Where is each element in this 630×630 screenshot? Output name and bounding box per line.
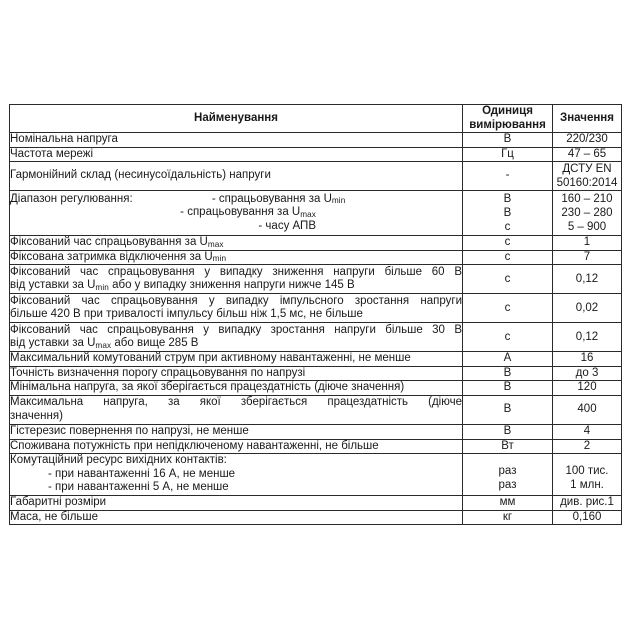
table-row xyxy=(10,510,622,525)
row-unit-max-switching-current: А xyxy=(463,352,553,367)
unit-line-3: с xyxy=(504,221,511,234)
table-row xyxy=(10,265,622,294)
value-line-2: 1 млн. xyxy=(570,479,604,492)
table-row xyxy=(10,236,622,251)
row-name-threshold-accuracy: Точність визначення порогу спрацьовування по напрузі xyxy=(10,366,463,381)
row-name-adjustment-range xyxy=(10,191,463,236)
row-name-overall-dimensions: Габаритні розміри xyxy=(10,496,463,511)
row-unit-contact-switching-resource xyxy=(463,454,553,496)
row-unit-max-operating-voltage: В xyxy=(463,395,553,424)
specification-table-container xyxy=(9,104,621,525)
row-unit-fixed-trip-time-impulse-420v: с xyxy=(463,294,553,323)
row-name-harmonic-content: Гармонійний склад (несинусоїдальність) напруги xyxy=(10,162,463,191)
row-value-min-operating-voltage: 120 xyxy=(553,381,622,396)
row-unit-threshold-accuracy: В xyxy=(463,366,553,381)
table-row xyxy=(10,454,622,496)
row-unit-power-consumption: Вт xyxy=(463,439,553,454)
row-value-overall-dimensions: див. рис.1 xyxy=(553,496,622,511)
subscript-min: min xyxy=(212,254,227,264)
row-value-return-hysteresis: 4 xyxy=(553,424,622,439)
row-value-harmonic-content xyxy=(553,162,622,191)
subscript-min: min xyxy=(331,196,346,206)
table-row xyxy=(10,352,622,367)
row-value-mains-frequency: 47 – 65 xyxy=(553,147,622,162)
row-unit-overall-dimensions: мм xyxy=(463,496,553,511)
row-unit-fixed-trip-time-umax: с xyxy=(463,236,553,251)
contact-resource-sub-item-2: - при навантаженні 5 А, не менше xyxy=(48,481,229,494)
row-value-fixed-trip-time-umax: 1 xyxy=(553,236,622,251)
specification-table xyxy=(9,104,622,525)
row-value-nominal-voltage: 220/230 xyxy=(553,133,622,148)
value-line-1: 160 – 210 xyxy=(561,193,613,206)
value-line-1: 100 тис. xyxy=(565,465,609,478)
table-row xyxy=(10,162,622,191)
contact-resource-label: Комутаційний ресурс вихідних контактів: xyxy=(10,454,227,467)
row-name-max-switching-current: Максимальний комутований струм при активному навантаженні, не менше xyxy=(10,352,463,367)
row-value-max-operating-voltage: 400 xyxy=(553,395,622,424)
table-row xyxy=(10,395,622,424)
name-line-1: Фіксований час спрацьовування у випадку зниження напруги більше 60 В xyxy=(10,265,462,278)
table-row xyxy=(10,323,622,352)
name-line-2: значення) xyxy=(10,409,63,422)
name-line-2: більше 420 В при тривалості імпульсу більш ніж 1,5 мс, не більше xyxy=(10,308,363,321)
row-name-fixed-trip-time-drop-60v xyxy=(10,265,463,294)
row-name-mass: Маса, не більше xyxy=(10,510,463,525)
adjustment-range-label: Діапазон регулювання: xyxy=(10,192,133,205)
row-unit-harmonic-content: - xyxy=(463,162,553,191)
row-name-min-operating-voltage: Мінімальна напруга, за якої зберігається працездатність (діюче значення) xyxy=(10,381,463,396)
table-row xyxy=(10,294,622,323)
table-row xyxy=(10,496,622,511)
header-cell-name: Найменування xyxy=(10,105,463,133)
table-body xyxy=(10,133,622,525)
row-value-contact-switching-resource xyxy=(553,454,622,496)
row-value-fixed-trip-time-impulse-420v: 0,02 xyxy=(553,294,622,323)
row-unit-fixed-trip-time-drop-60v: с xyxy=(463,265,553,294)
row-value-adjustment-range xyxy=(553,191,622,236)
row-name-nominal-voltage: Номінальна напруга xyxy=(10,133,463,148)
row-name-contact-switching-resource xyxy=(10,454,463,496)
row-name-fixed-trip-time-impulse-420v xyxy=(10,294,463,323)
adjustment-sub-item-3-line: - часу АПВ xyxy=(258,219,316,232)
table-row xyxy=(10,250,622,265)
header-unit-line2: вимірювання xyxy=(469,118,546,131)
row-unit-fixed-off-delay-umin: с xyxy=(463,250,553,265)
value-line-1: ДСТУ EN xyxy=(562,163,612,176)
table-row xyxy=(10,366,622,381)
row-unit-min-operating-voltage: В xyxy=(463,381,553,396)
row-unit-nominal-voltage: В xyxy=(463,133,553,148)
row-name-fixed-trip-time-rise-30v xyxy=(10,323,463,352)
table-row xyxy=(10,147,622,162)
row-name-fixed-trip-time-umax: Фіксований час спрацьовування за Umax xyxy=(10,236,463,251)
row-value-fixed-trip-time-drop-60v: 0,12 xyxy=(553,265,622,294)
header-unit-line1: Одиниця xyxy=(482,105,533,118)
row-unit-mains-frequency: Гц xyxy=(463,147,553,162)
row-name-mains-frequency: Частота мережі xyxy=(10,147,463,162)
table-row xyxy=(10,424,622,439)
row-value-fixed-off-delay-umin: 7 xyxy=(553,250,622,265)
subscript-max: max xyxy=(207,239,224,249)
name-line-1: Максимальна напруга, за якої зберігається працездатність (діюче xyxy=(10,396,462,409)
row-unit-return-hysteresis: В xyxy=(463,424,553,439)
name-line-1: Фіксований час спрацьовування у випадку зростання напруги більше 30 В xyxy=(10,323,462,336)
name-line-2: від уставки за Umax або вище 285 В xyxy=(10,337,199,350)
header-row xyxy=(10,105,622,133)
row-unit-fixed-trip-time-rise-30v: с xyxy=(463,323,553,352)
unit-line-1: В xyxy=(503,193,512,206)
row-name-return-hysteresis: Гістерезис повернення по напрузі, не менше xyxy=(10,424,463,439)
unit-line-2: В xyxy=(503,207,512,220)
row-unit-mass: кг xyxy=(463,510,553,525)
table-row xyxy=(10,381,622,396)
name-line-2: від уставки за Umin або у випадку зниження напруги нижче 145 В xyxy=(10,279,355,292)
row-value-max-switching-current: 16 xyxy=(553,352,622,367)
contact-resource-sub-item-1: - при навантаженні 16 А, не менше xyxy=(48,467,236,480)
row-value-threshold-accuracy: до 3 xyxy=(553,366,622,381)
row-unit-adjustment-range xyxy=(463,191,553,236)
adjustment-range-label-line xyxy=(10,193,462,207)
table-row xyxy=(10,439,622,454)
table-header xyxy=(10,105,622,133)
row-name-power-consumption: Споживана потужність при непідключеному навантаженні, не більше xyxy=(10,439,463,454)
header-cell-value: Значення xyxy=(553,105,622,133)
adjustment-sub-item-2-line: - спрацьовування за Umax xyxy=(180,206,316,219)
subscript-max: max xyxy=(95,340,112,350)
subscript-min: min xyxy=(95,282,109,292)
unit-line-1: раз xyxy=(498,465,517,478)
unit-line-2: раз xyxy=(498,479,517,492)
row-value-power-consumption: 2 xyxy=(553,439,622,454)
row-name-max-operating-voltage xyxy=(10,395,463,424)
header-cell-unit xyxy=(463,105,553,133)
value-line-3: 5 – 900 xyxy=(567,221,607,234)
subscript-max: max xyxy=(300,209,316,219)
table-row xyxy=(10,191,622,236)
value-line-2: 50160:2014 xyxy=(556,177,618,190)
row-value-fixed-trip-time-rise-30v: 0,12 xyxy=(553,323,622,352)
value-line-2: 230 – 280 xyxy=(561,207,613,220)
name-line-1: Фіксований час спрацьовування у випадку імпульсного зростання напруги xyxy=(10,294,462,307)
adjustment-sub-item-1: - спрацьовування за Umin xyxy=(211,192,346,206)
table-row xyxy=(10,133,622,148)
row-value-mass: 0,160 xyxy=(553,510,622,525)
row-name-fixed-off-delay-umin: Фіксована затримка відключення за Umin xyxy=(10,250,463,265)
